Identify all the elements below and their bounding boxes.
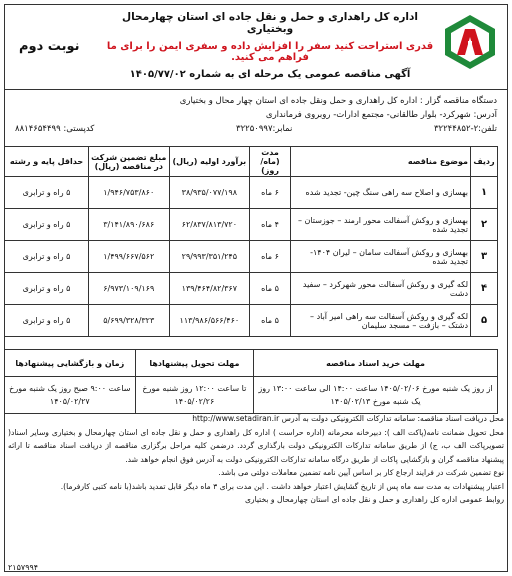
row-estimate: ۶۲/۸۳۷/۸۱۳/۷۲۰ xyxy=(169,209,250,241)
row-subject: بهسازی و روکش آسفالت محور ارمند – جوزستان – تجدید شده xyxy=(290,209,470,241)
purchase-deadline: از روز یک شنبه مورخ ۱۴۰۵/۰۲/۰۶ ساعت ۱۴:۰۰ الی ساعت ۱۳:۰۰ روز یک شنبه مورخ ۱۴۰۵/۰۲/۱۳ xyxy=(254,377,498,414)
header-estimate: برآورد اولیه (ریال) xyxy=(169,147,250,177)
organizer-line: دستگاه مناقصه گزار : اداره کل راهداری و حمل ونقل جاده ای استان چهار محال و بختیاری xyxy=(179,96,497,106)
row-subject: لکه گیری و روکش آسفالت سه راهی امیر آباد – دشتک – بازفت – مسجد سلیمان xyxy=(290,305,470,337)
row-guarantee: ۵/۶۹۹/۳۲۸/۳۲۳ xyxy=(89,305,170,337)
row-duration: ۶ ماه xyxy=(250,177,291,209)
row-guarantee: ۶/۹۷۳/۱۰۹/۱۶۹ xyxy=(89,273,170,305)
table-header-row xyxy=(5,147,498,177)
row-grade: ۵ راه و ترابری xyxy=(5,241,89,273)
organizer-info xyxy=(5,90,507,136)
notice-number: آگهی مناقصه عمومی یک مرحله ای به شماره ۱۴۰۵/۷۷/۰۲ xyxy=(129,69,411,80)
row-guarantee: ۱/۹۴۶/۷۵۳/۸۶۰ xyxy=(89,177,170,209)
row-duration: ۵ ماه xyxy=(250,273,291,305)
header-subject: موضوع مناقصه xyxy=(290,147,470,177)
note-validity: اعتبار پیشنهادات به مدت سه ماه پس از تاریخ گشایش اعتبار خواهد داشت . این مدت برای ۳ ماه دیگر قابل تمدید باشد(با نامه کتبی کارفرما). xyxy=(60,481,504,491)
row-estimate: ۲۹/۹۹۳/۳۵۱/۲۴۵ xyxy=(169,241,250,273)
table-row xyxy=(5,177,498,209)
row-guarantee: ۱/۴۹۹/۶۶۷/۵۶۲ xyxy=(89,241,170,273)
note-documents: محل دریافت اسناد مناقصه: سامانه تدارکات الکترونیکی دولت به آدرس http://www.setadiran.ir xyxy=(192,414,504,423)
header-grade: حداقل پایه و رشته xyxy=(5,147,89,177)
row-estimate: ۳۸/۹۳۵/۰۷۷/۱۹۸ xyxy=(169,177,250,209)
notice-title: اداره کل راهداری و حمل و نقل جاده ای استان چهارمحال وبختیاری xyxy=(121,11,419,35)
header-guarantee: مبلغ تضمین شرکت در مناقصه (ریال) xyxy=(89,147,170,177)
row-grade: ۵ راه و ترابری xyxy=(5,209,89,241)
row-subject: بهسازی و اصلاح سه راهی سنگ چین- تجدید شده xyxy=(290,177,470,209)
round-label: نوبت دوم xyxy=(19,39,80,54)
note-delivery: محل تحویل ضمانت نامه(پاکت الف ): دبیرخانه محرمانه (اداره حراست ) اداره کل راهداری و حمل و نقل جاده ای استان چهارمحال و بختیاری وسایر اسناد( تصویرپاکت الف ب، ج) از طریق سامانه تدارکات الکترونیکی دولت بارگذاری گردد. درضمن کلیه مراحل برگزاری مناقصه از دریافت اسناد مناقصه تا ارائه پیشنهاد مناقصه گران و بازگشایی پاکات از طریق درگاه سامانه تدارکات الکترونیکی دولت به آدرس فوق انجام خواهد شد. xyxy=(8,427,504,464)
header-purchase-deadline: مهلت خرید اسناد مناقصه xyxy=(254,350,498,377)
row-num: ۱ xyxy=(471,177,498,209)
table-row xyxy=(5,241,498,273)
row-duration: ۵ ماه xyxy=(250,305,291,337)
notice-code: ۲۱۵۷۹۹۴ xyxy=(8,563,39,572)
header-submit-deadline: مهلت تحویل پیشنهادها xyxy=(135,350,254,377)
row-guarantee: ۳/۱۴۱/۸۹۰/۶۸۶ xyxy=(89,209,170,241)
opening-time: ساعت ۹:۰۰ صبح روز یک شنبه مورخ ۱۴۰۵/۰۲/۲۷ xyxy=(5,377,136,414)
deadlines-header-row xyxy=(5,350,498,377)
row-duration: ۶ ماه xyxy=(250,241,291,273)
header-num: ردیف xyxy=(471,147,498,177)
row-grade: ۵ راه و ترابری xyxy=(5,305,89,337)
organizer-phone: تلفن:۲-۳۲۲۴۴۸۵۲ xyxy=(433,124,497,134)
organizer-address: آدرس: شهرکرد- بلوار طالقانی- مجتمع ادارات- روبروی فرمانداری xyxy=(265,110,497,120)
organizer-postal: کدپستی: ۸۸۱۴۶۵۴۴۹۹ xyxy=(15,124,95,134)
header-opening-time: زمان و بازگشایی پیشنهادها xyxy=(5,350,136,377)
row-estimate: ۱۱۳/۹۸۶/۵۶۶/۴۶۰ xyxy=(169,305,250,337)
deadlines-row xyxy=(5,377,498,414)
note-guarantee: نوع تضمین شرکت در فرایند ارجاع کار بر اساس آیین نامه تضمین معاملات دولتی می باشد. xyxy=(218,468,504,477)
table-row xyxy=(5,273,498,305)
row-grade: ۵ راه و ترابری xyxy=(5,273,89,305)
table-row xyxy=(5,209,498,241)
row-num: ۴ xyxy=(471,273,498,305)
header-duration: مدت (ماه/ روز) xyxy=(250,147,291,177)
tender-table xyxy=(4,146,498,337)
deadlines-table xyxy=(4,349,498,414)
row-duration: ۴ ماه xyxy=(250,209,291,241)
notes-section xyxy=(8,412,504,507)
table-row xyxy=(5,305,498,337)
rmto-logo-icon xyxy=(441,13,499,71)
row-estimate: ۱۳۹/۴۶۴/۸۲/۳۶۷ xyxy=(169,273,250,305)
row-num: ۳ xyxy=(471,241,498,273)
row-num: ۵ xyxy=(471,305,498,337)
organizer-fax: نمابر:۳۲۲۵۰۹۹۷ xyxy=(236,124,293,134)
row-subject: لکه گیری و روکش آسفالت محور شهرکرد – سفید دشت xyxy=(290,273,470,305)
note-public-relations: روابط عمومی اداره کل راهداری و حمل و نقل جاده ای استان چهارمحال و بختیاری xyxy=(244,495,504,504)
row-num: ۲ xyxy=(471,209,498,241)
row-subject: بهسازی و روکش آسفالت سامان – لیران ۱۴۰۴- تجدید شده xyxy=(290,241,470,273)
header xyxy=(5,5,507,90)
row-grade: ۵ راه و ترابری xyxy=(5,177,89,209)
notice-slogan: قدری استراحت کنید سفر را افزایش داده و سفری ایمن را برای ما فراهم می کنید. xyxy=(106,41,434,63)
submit-deadline: تا ساعت ۱۲:۰۰ روز شنبه مورخ ۱۴۰۵/۰۲/۲۶ xyxy=(135,377,254,414)
